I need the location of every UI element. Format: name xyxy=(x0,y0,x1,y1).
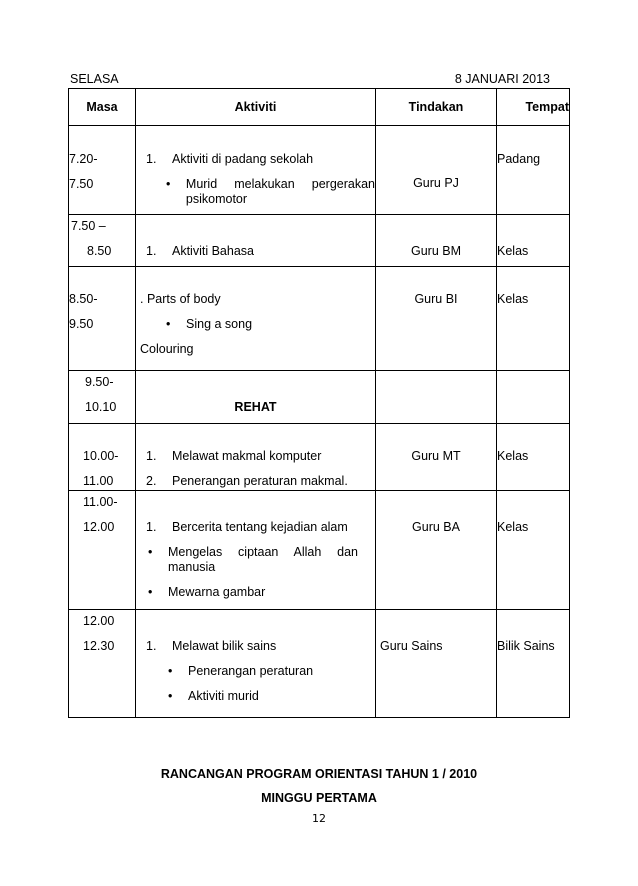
tindakan-cell: Guru Sains xyxy=(376,610,497,718)
list-item: 1. Aktiviti Bahasa xyxy=(146,244,254,258)
tempat-cell: Padang xyxy=(497,126,570,215)
time-end: 9.50 xyxy=(69,317,94,331)
time-start: 8.50- xyxy=(69,292,98,306)
schedule-table xyxy=(68,88,570,718)
day-label: SELASA xyxy=(70,72,119,86)
tindakan-cell: Guru BM xyxy=(376,215,497,267)
tindakan-cell: Guru BI xyxy=(376,267,497,371)
masa-cell xyxy=(69,215,136,267)
text-line: . Parts of body xyxy=(140,292,221,306)
time-start: 7.20- xyxy=(69,152,98,166)
tempat-cell: Kelas xyxy=(497,491,570,610)
column-header-tindakan: Tindakan xyxy=(376,89,497,126)
masa-cell xyxy=(69,491,136,610)
masa-cell xyxy=(69,424,136,491)
tindakan-cell: Guru BA xyxy=(376,491,497,610)
aktiviti-cell xyxy=(136,267,376,371)
masa-cell xyxy=(69,610,136,718)
time-start: 7.50 – xyxy=(71,219,106,233)
tindakan-cell: Guru MT xyxy=(376,424,497,491)
table-row xyxy=(69,491,570,610)
bullet-item: • Penerangan peraturan xyxy=(168,664,314,678)
aktiviti-cell xyxy=(136,424,376,491)
tempat-cell: Bilik Sains xyxy=(497,610,570,718)
document-title: RANCANGAN PROGRAM ORIENTASI TAHUN 1 / 2010 xyxy=(160,767,478,781)
document-subtitle: MINGGU PERTAMA xyxy=(261,791,377,805)
bullet-item: • Murid melakukan pergerakan psikomotor xyxy=(166,177,375,206)
masa-cell xyxy=(69,126,136,215)
time-end: 11.00 xyxy=(83,474,114,488)
text-line: Colouring xyxy=(140,342,194,356)
list-item: 1. Melawat bilik sains xyxy=(146,639,277,653)
time-end: 12.30 xyxy=(83,639,115,653)
tempat-cell: Kelas xyxy=(497,424,570,491)
masa-cell xyxy=(69,267,136,371)
time-end: 8.50 xyxy=(87,244,112,258)
date-label: 8 JANUARI 2013 xyxy=(454,72,550,86)
time-start: 9.50- xyxy=(85,375,114,389)
aktiviti-cell xyxy=(136,610,376,718)
tempat-cell: Kelas xyxy=(497,215,570,267)
time-start: 10.00- xyxy=(83,449,119,463)
time-end: 12.00 xyxy=(83,520,115,534)
rehat-label: REHAT xyxy=(136,371,376,424)
column-header-masa: Masa xyxy=(69,89,136,126)
table-row xyxy=(69,424,570,491)
table-row xyxy=(69,610,570,718)
list-item: 2. Penerangan peraturan makmal. xyxy=(146,474,348,488)
time-start: 11.00- xyxy=(83,495,118,509)
bullet-item: • Mengelas ciptaan Allah dan manusia xyxy=(148,545,358,574)
list-item: 1. Melawat makmal komputer xyxy=(146,449,322,463)
table-header-row xyxy=(69,89,570,126)
table-row xyxy=(69,126,570,215)
tempat-cell xyxy=(497,371,570,424)
list-item: 1. Aktiviti di padang sekolah xyxy=(146,152,314,166)
time-end: 7.50 xyxy=(69,177,94,191)
bullet-item: • Aktiviti murid xyxy=(168,689,259,703)
table-row xyxy=(69,215,570,267)
tindakan-cell xyxy=(376,371,497,424)
table-row xyxy=(69,371,570,424)
aktiviti-cell xyxy=(136,491,376,610)
masa-cell xyxy=(69,371,136,424)
time-end: 10.10 xyxy=(85,400,117,414)
time-start: 12.00 xyxy=(83,614,115,628)
tempat-cell: Kelas xyxy=(497,267,570,371)
tindakan-cell: Guru PJ xyxy=(376,126,497,215)
bullet-item: • Sing a song xyxy=(166,317,253,331)
aktiviti-cell xyxy=(136,215,376,267)
table-row xyxy=(69,267,570,371)
list-item: 1. Bercerita tentang kejadian alam xyxy=(146,520,348,534)
column-header-tempat: Tempat xyxy=(497,89,570,126)
bullet-item: • Mewarna gambar xyxy=(148,585,266,599)
aktiviti-cell xyxy=(136,126,376,215)
page-number: 12 xyxy=(312,812,326,825)
column-header-aktiviti: Aktiviti xyxy=(136,89,376,126)
